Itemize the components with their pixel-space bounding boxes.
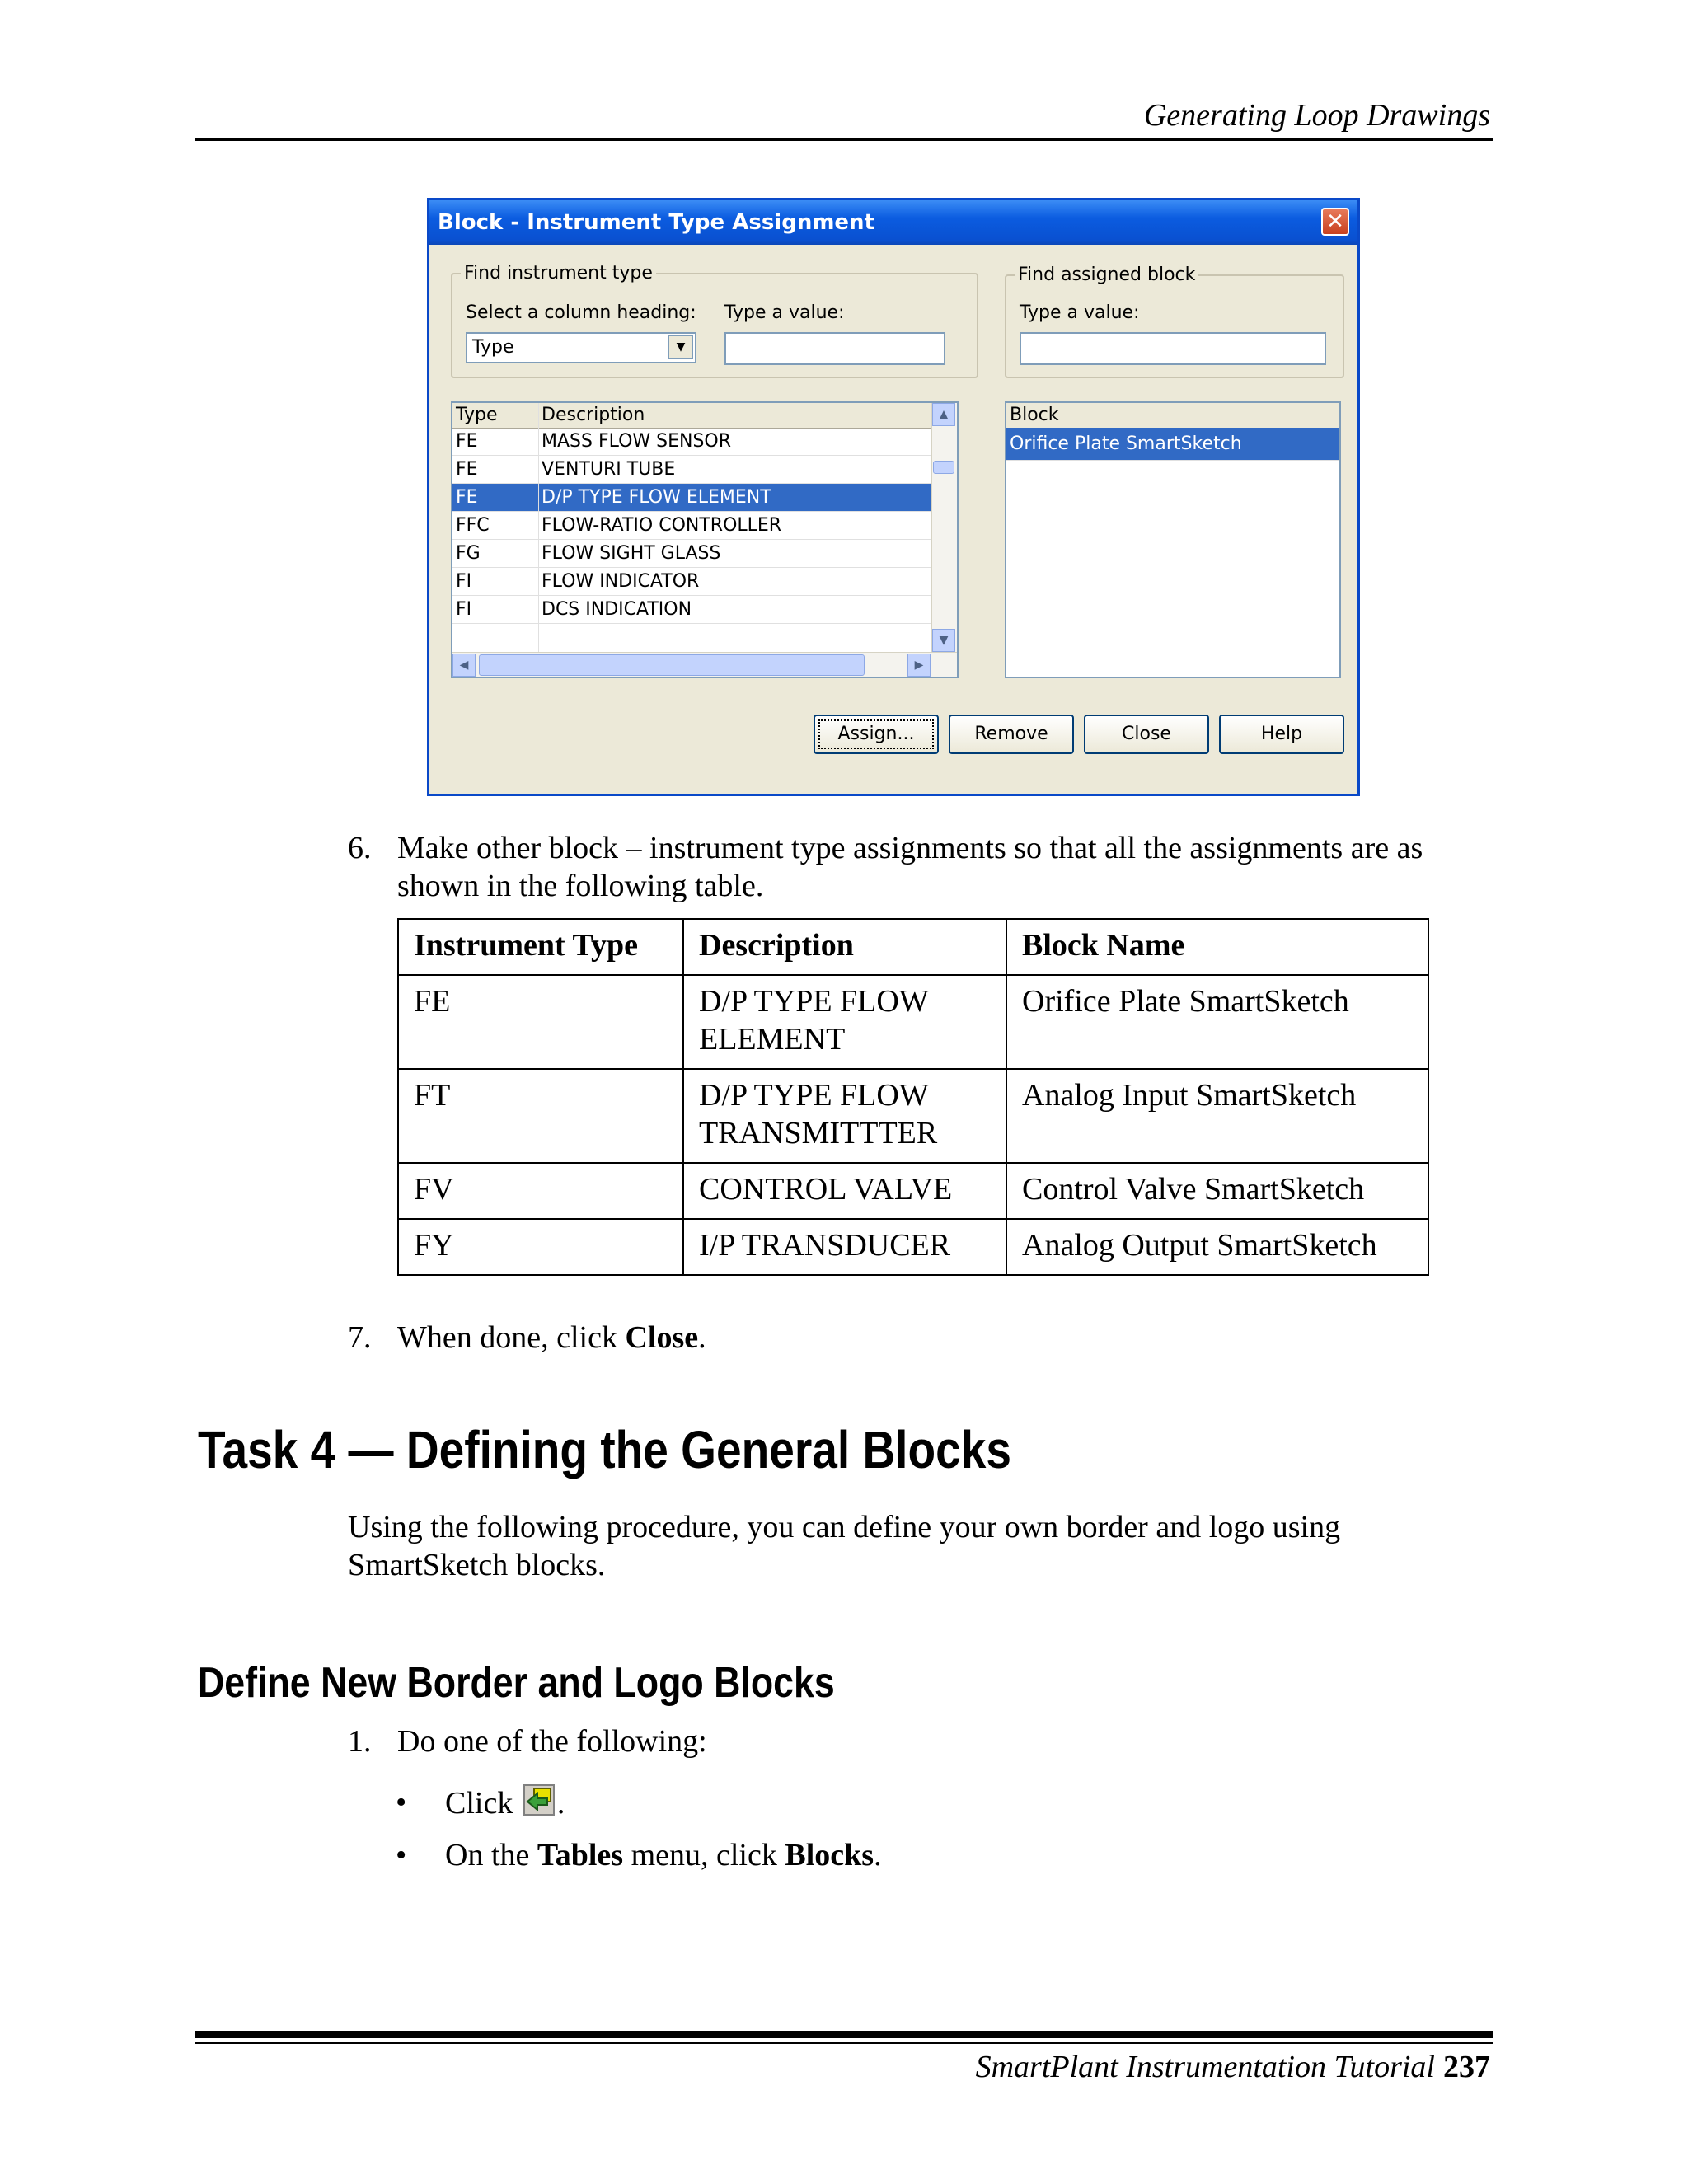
paragraph-line: SmartSketch blocks. (348, 1548, 606, 1582)
block-name: Orifice Plate SmartSketch (1010, 434, 1242, 454)
desc-line: D/P TYPE FLOW (699, 1078, 929, 1113)
row-description: FLOW-RATIO CONTROLLER (542, 515, 782, 536)
help-button[interactable]: Help (1219, 715, 1344, 754)
step-text (397, 1319, 706, 1357)
row-description: D/P TYPE FLOW ELEMENT (542, 487, 771, 508)
list-item-selected[interactable] (452, 484, 934, 512)
paragraph-line: Using the following procedure, you can define your own border and logo using (348, 1510, 1341, 1544)
bullet-text (445, 1836, 882, 1874)
row-type: FFC (456, 515, 490, 536)
task-heading: Task 4 — Defining the General Blocks (198, 1420, 1011, 1479)
step-text (397, 829, 1423, 905)
footer-rule-thin (195, 2042, 1493, 2044)
text-run: Click (445, 1786, 521, 1821)
find-block-legend: Find assigned block (1018, 265, 1196, 285)
text-run: . (874, 1838, 882, 1872)
scroll-thumb[interactable] (933, 461, 954, 474)
cell-description (683, 975, 1006, 1069)
assigned-block-list[interactable] (1005, 401, 1341, 678)
row-description: FLOW SIGHT GLASS (542, 543, 721, 564)
list-item[interactable] (452, 456, 934, 484)
list-item[interactable] (452, 428, 934, 456)
desc-line: D/P TYPE FLOW (699, 984, 929, 1019)
scroll-up-icon[interactable]: ▲ (932, 403, 955, 426)
text-run: . (698, 1320, 706, 1355)
header-instrument-type: Instrument Type (398, 919, 683, 975)
footer-title: SmartPlant Instrumentation Tutorial (975, 2050, 1435, 2084)
instrument-type-list[interactable] (451, 401, 959, 678)
bullet-dot: • (396, 1785, 407, 1820)
find-instrument-legend: Find instrument type (464, 263, 653, 284)
block-list-item-selected[interactable] (1006, 428, 1339, 461)
footer-rule (195, 2031, 1493, 2038)
list-item[interactable] (452, 596, 934, 624)
assignment-table (397, 918, 1429, 1276)
row-description: MASS FLOW SENSOR (542, 431, 732, 452)
horizontal-scrollbar[interactable] (452, 652, 957, 677)
list-item[interactable] (452, 512, 934, 540)
block-type-value-label: Type a value: (1020, 302, 1140, 323)
remove-button[interactable]: Remove (949, 715, 1074, 754)
step-number: 6. (348, 831, 372, 865)
list-item[interactable] (452, 568, 934, 596)
section-heading: Define New Border and Logo Blocks (198, 1659, 835, 1707)
dialog-titlebar (429, 200, 1357, 245)
scroll-right-icon[interactable]: ▶ (907, 654, 931, 677)
row-type: FG (456, 543, 481, 564)
hscroll-thumb[interactable] (479, 654, 865, 676)
step-text: Do one of the following: (397, 1724, 707, 1759)
step-number: 7. (348, 1320, 372, 1355)
header-rule (195, 138, 1493, 141)
cell-type: FT (398, 1069, 683, 1163)
list-item[interactable] (452, 540, 934, 568)
running-footer (976, 2049, 1490, 2085)
header-description: Description (683, 919, 1006, 975)
scroll-down-icon[interactable]: ▼ (932, 629, 955, 652)
assign-button[interactable]: Assign... (814, 715, 939, 754)
cell-description (683, 1069, 1006, 1163)
blocks-command-reference: Blocks (785, 1838, 874, 1872)
task-paragraph (348, 1508, 1502, 1584)
cell-type: FV (398, 1163, 683, 1219)
close-reference: Close (625, 1320, 699, 1355)
text-run: On the (445, 1838, 537, 1872)
cell-description: CONTROL VALVE (683, 1163, 1006, 1219)
table-row (398, 1219, 1428, 1275)
cell-block: Analog Output SmartSketch (1006, 1219, 1428, 1275)
row-type: FE (456, 431, 478, 452)
column-heading-select[interactable] (466, 332, 696, 363)
cell-block: Analog Input SmartSketch (1006, 1069, 1428, 1163)
table-header-row (398, 919, 1428, 975)
cell-block: Control Valve SmartSketch (1006, 1163, 1428, 1219)
table-row (398, 975, 1428, 1069)
table-row (398, 1163, 1428, 1219)
block-assignment-dialog (427, 198, 1360, 796)
desc-line: TRANSMITTTER (699, 1116, 938, 1151)
bullet-dot: • (396, 1838, 407, 1872)
text-run: menu, click (623, 1838, 785, 1872)
column-header-block[interactable]: Block (1010, 405, 1059, 425)
column-heading-value: Type (472, 337, 514, 358)
dialog-title: Block - Instrument Type Assignment (438, 210, 874, 235)
scroll-left-icon[interactable]: ◀ (452, 654, 476, 677)
table-row (398, 1069, 1428, 1163)
cell-type: FE (398, 975, 683, 1069)
block-list-header (1006, 403, 1339, 429)
step-number: 1. (348, 1724, 372, 1759)
bullet-text (445, 1783, 565, 1822)
row-type: FE (456, 459, 478, 480)
text-run: When done, click (397, 1320, 626, 1355)
text-run: . (556, 1786, 565, 1821)
step-text-line: Make other block – instrument type assignments so that all the assignments are as (397, 831, 1423, 865)
instrument-type-input[interactable] (724, 332, 945, 365)
select-column-label: Select a column heading: (466, 302, 696, 323)
page-number: 237 (1443, 2050, 1490, 2084)
row-type: FE (456, 487, 478, 508)
chevron-down-icon[interactable]: ▼ (668, 335, 693, 359)
cell-description: I/P TRANSDUCER (683, 1219, 1006, 1275)
row-description: VENTURI TUBE (542, 459, 676, 480)
desc-line: ELEMENT (699, 1022, 846, 1057)
close-icon[interactable]: ✕ (1321, 208, 1349, 236)
row-description: DCS INDICATION (542, 599, 692, 620)
header-block-name: Block Name (1006, 919, 1428, 975)
list-header (452, 403, 934, 429)
tables-menu-reference: Tables (537, 1838, 624, 1872)
column-divider (538, 403, 539, 652)
block-search-input[interactable] (1020, 332, 1326, 365)
vertical-scrollbar[interactable] (931, 403, 957, 652)
close-button[interactable]: Close (1084, 715, 1209, 754)
step-text-line: shown in the following table. (397, 869, 764, 903)
running-header: Generating Loop Drawings (1143, 98, 1490, 133)
column-header-type[interactable]: Type (456, 405, 498, 425)
cell-type: FY (398, 1219, 683, 1275)
row-type: FI (456, 599, 472, 620)
row-type: FI (456, 571, 472, 592)
column-header-description[interactable]: Description (542, 405, 645, 425)
type-value-label: Type a value: (724, 302, 845, 323)
row-description: FLOW INDICATOR (542, 571, 700, 592)
blocks-toolbar-icon (523, 1783, 556, 1816)
cell-block: Orifice Plate SmartSketch (1006, 975, 1428, 1069)
